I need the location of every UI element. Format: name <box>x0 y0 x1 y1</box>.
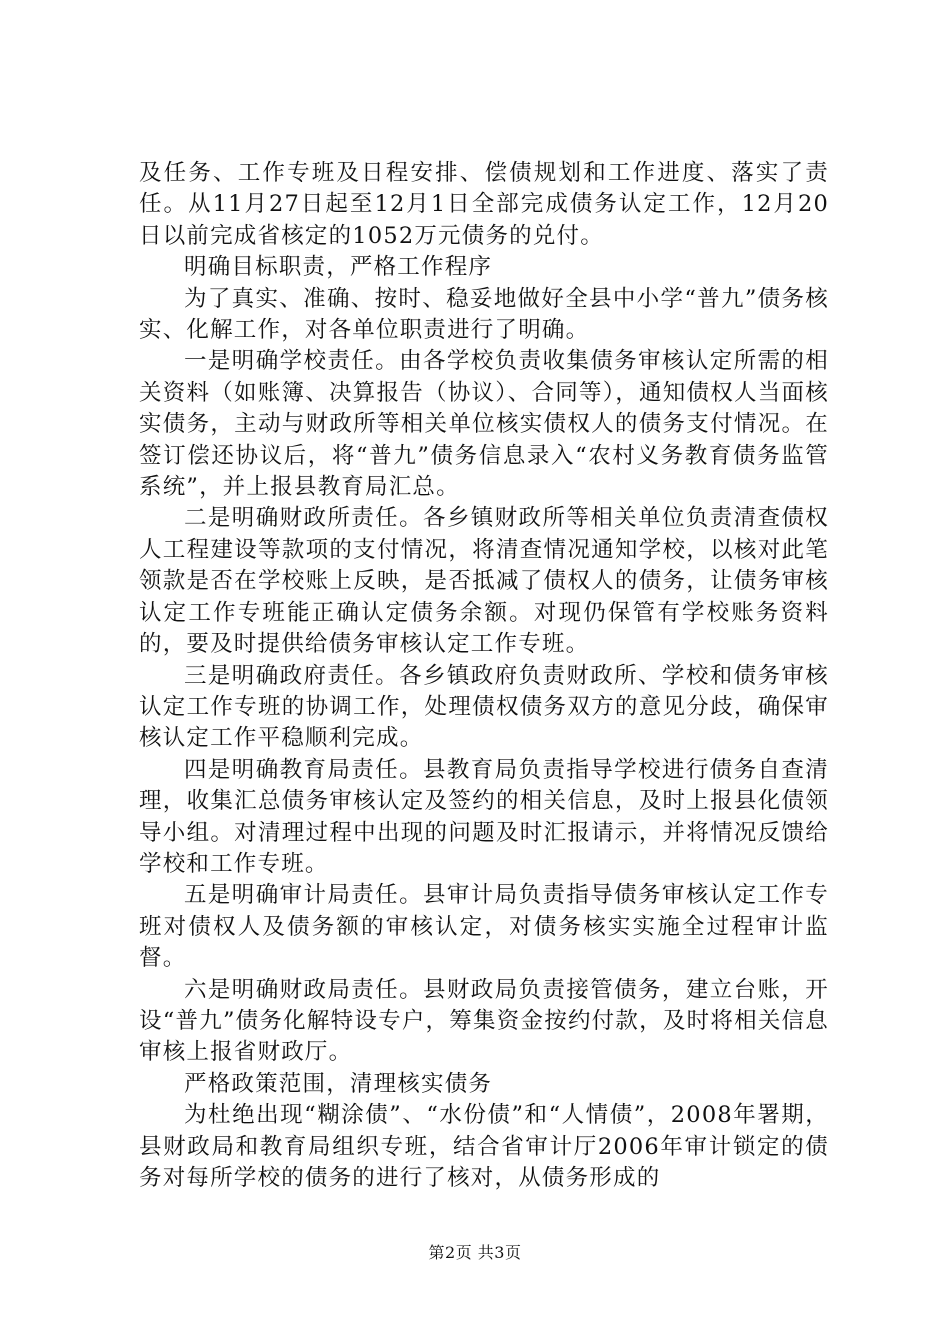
document-body <box>139 158 829 1194</box>
paragraph-continuation: 及任务、工作专班及日程安排、偿债规划和工作进度、落实了责任。从11月27日起至12月1日全部完成债务认定工作，12月20日以前完成省核定的1052万元债务的兑付。 <box>139 160 829 249</box>
paragraph-government-duty: 三是明确政府责任。各乡镇政府负责财政所、学校和债务审核认定工作专班的协调工作，处理债权债务双方的意见分歧，确保审核认定工作平稳顺利完成。 <box>139 662 829 752</box>
paragraph-intro: 为了真实、准确、按时、稳妥地做好全县中小学“普九”债务核实、化解工作，对各单位职责进行了明确。 <box>139 285 829 344</box>
paragraph-education-bureau-duty: 四是明确教育局责任。县教育局负责指导学校进行债务自查清理，收集汇总债务审核认定及签约的相关信息，及时上报县化债领导小组。对清理过程中出现的问题及时汇报请示，并将情况反馈给学校和工作专班。 <box>139 756 829 877</box>
paragraph-finance-bureau-duty: 六是明确财政局责任。县财政局负责接管债务，建立台账，开设“普九”债务化解特设专户，筹集资金按约付款，及时将相关信息审核上报省财政厅。 <box>139 976 829 1066</box>
section-heading-goals: 明确目标职责，严格工作程序 <box>184 254 493 281</box>
paragraph-audit-bureau-duty: 五是明确审计局责任。县审计局负责指导债务审核认定工作专班对债权人及债务额的审核认定，对债务核实实施全过程审计监督。 <box>139 882 829 972</box>
paragraph-school-duty: 一是明确学校责任。由各学校负责收集债务审核认定所需的相关资料（如账簿、决算报告（协议）、合同等），通知债权人当面核实债务，主动与财政所等相关单位核实债权人的债务支付情况。在签订偿还协议后，将“普九”债务信息录入“农村义务教育债务监管系统”，并上报县教育局汇总。 <box>139 348 829 501</box>
paragraph-debt-verification: 为杜绝出现“糊涂债”、“水份债”和“人情债”，2008年署期，县财政局和教育局组织专班，结合省审计厅2006年审计锁定的债务对每所学校的债务的进行了核对，从债务形成的 <box>139 1102 829 1191</box>
page-footer: 第2页 共3页 <box>428 1243 522 1262</box>
section-heading-policy: 严格政策范围，清理核实债务 <box>184 1070 493 1097</box>
paragraph-finance-office-duty: 二是明确财政所责任。各乡镇财政所等相关单位负责清查债权人工程建设等款项的支付情况，将清查情况通知学校，以核对此笔领款是否在学校账上反映，是否抵减了债权人的债务，让债务审核认定工作专班能正确认定债务余额。对现仍保管有学校账务资料的，要及时提供给债务审核认定工作专班。 <box>139 505 829 658</box>
